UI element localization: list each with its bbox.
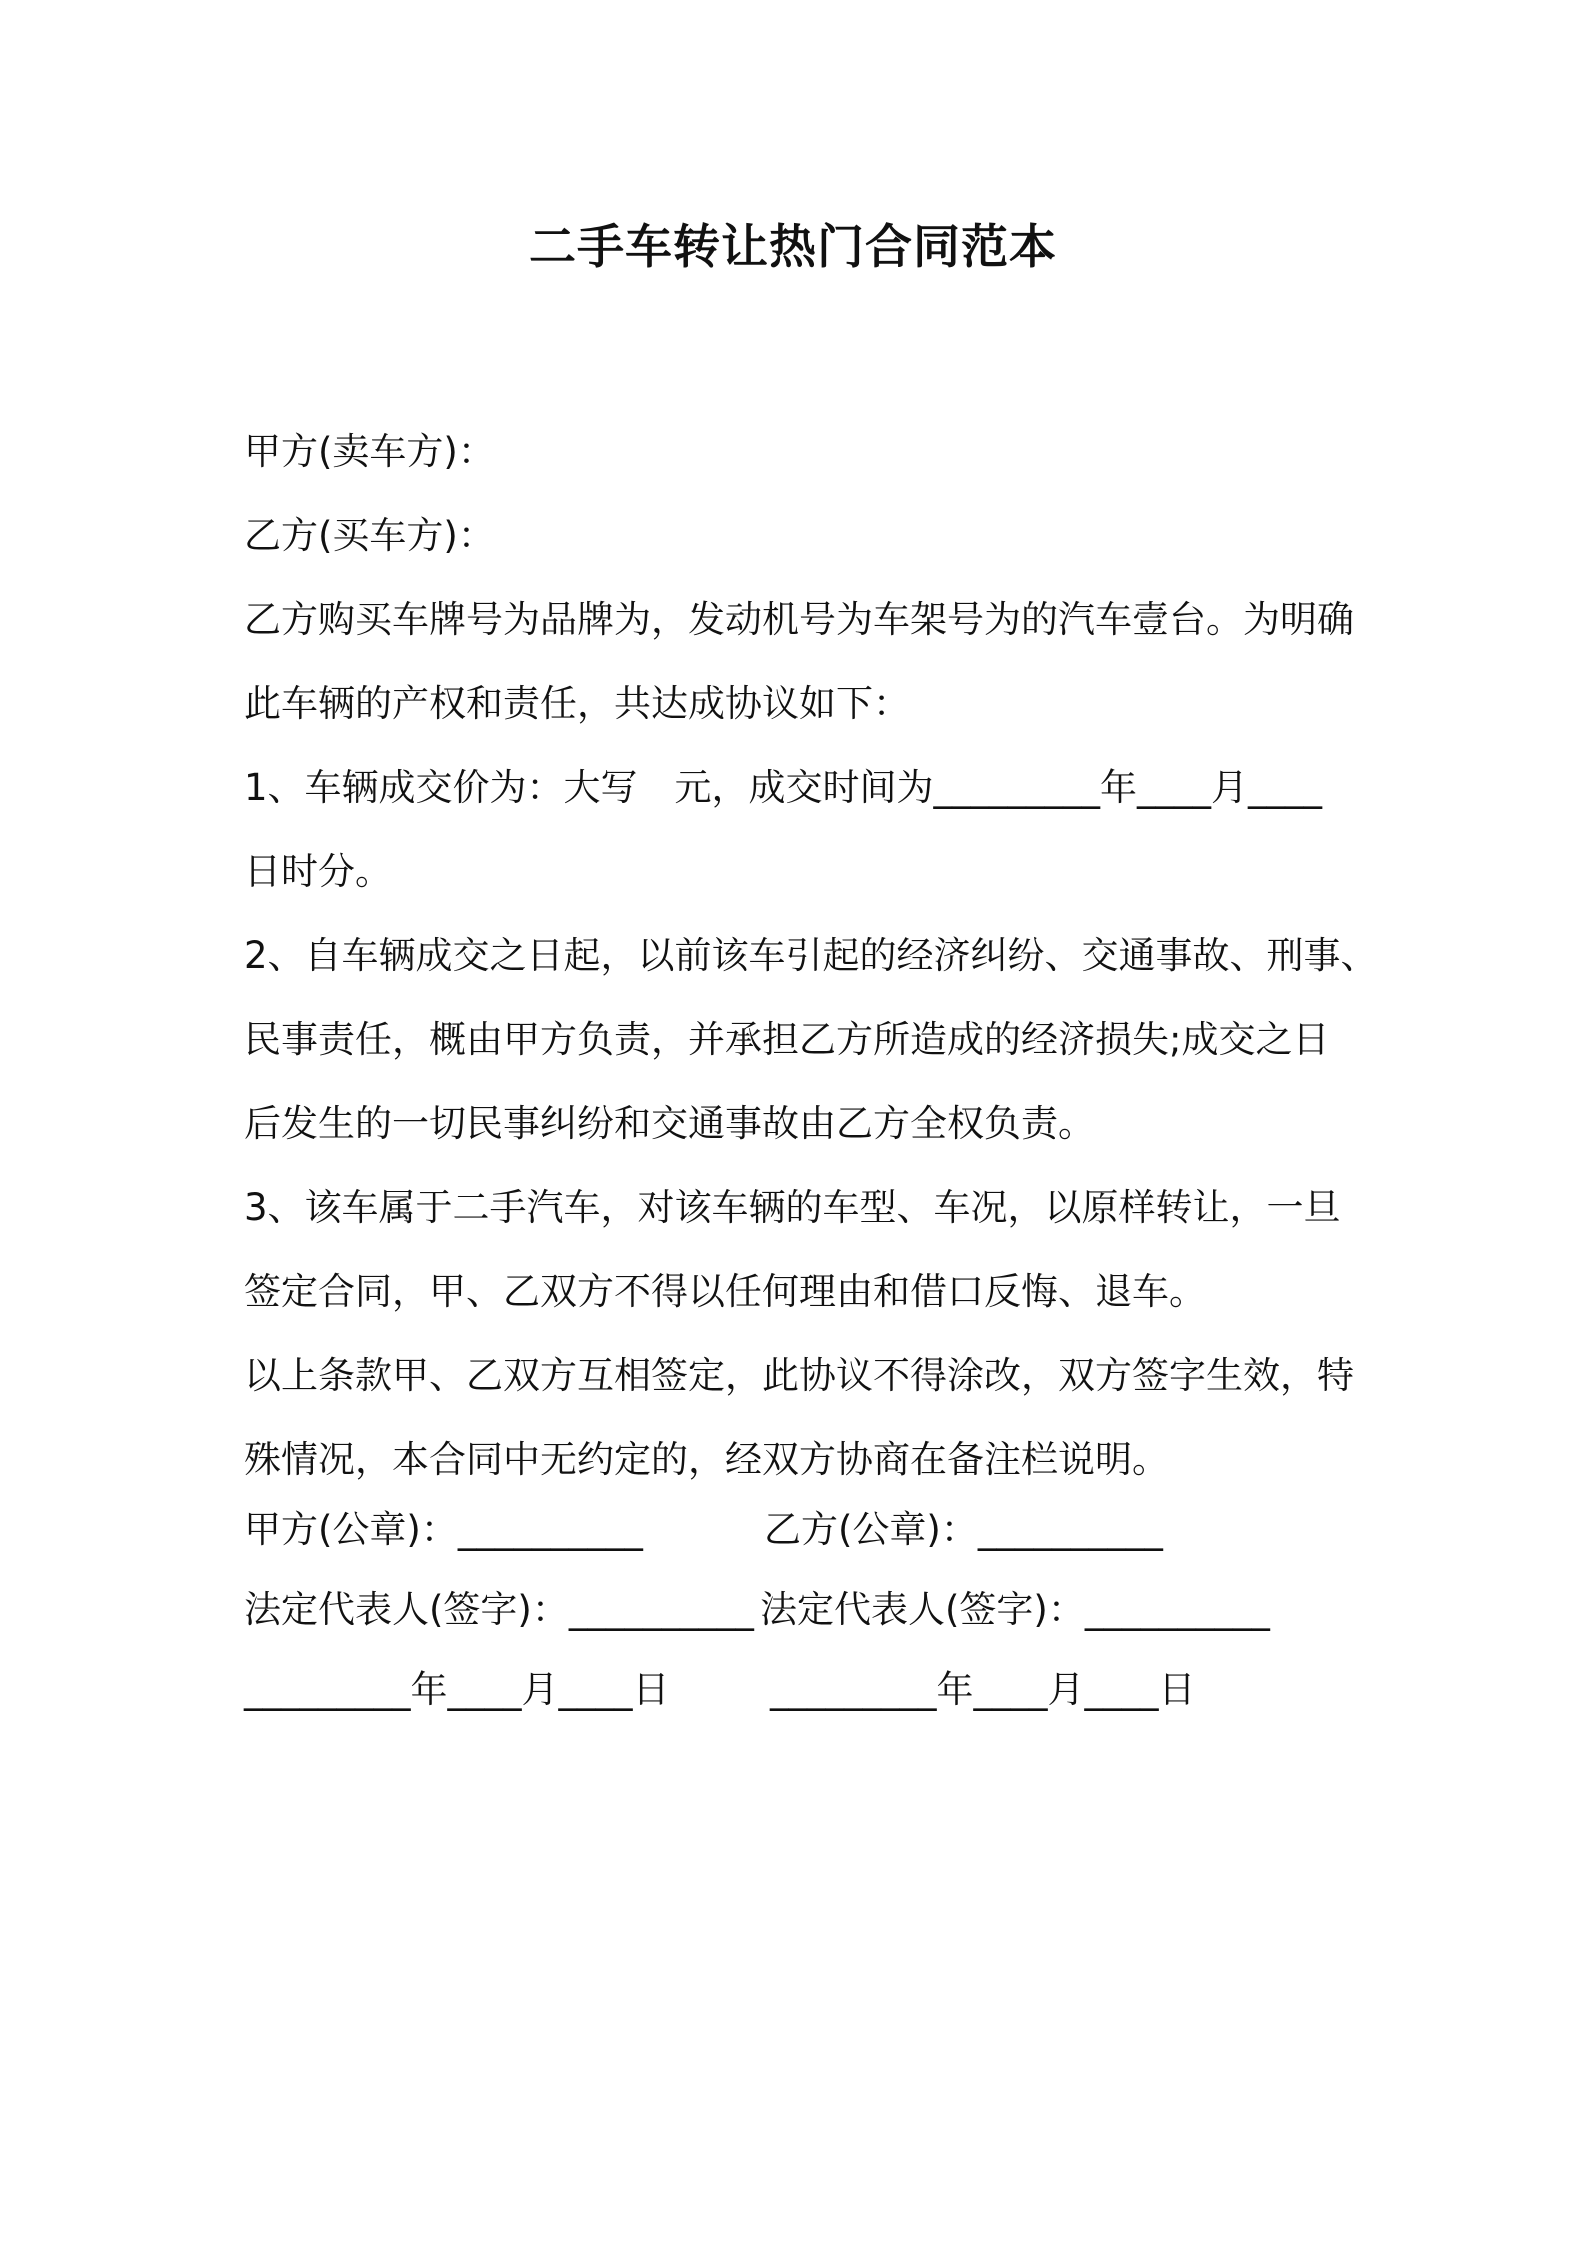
party-a-date: _________年____月____日	[244, 1668, 670, 1711]
clause-3-line-2: 签定合同，甲、乙双方不得以任何理由和借口反悔、退车。	[244, 1270, 1206, 1313]
clause-1-line-2: 日时分。	[244, 850, 392, 893]
party-a-representative: 法定代表人(签字)：__________	[244, 1588, 754, 1631]
party-b-seal: 乙方(公章)：__________	[764, 1508, 1163, 1551]
closing-line-2: 殊情况，本合同中无约定的，经双方协商在备注栏说明。	[244, 1438, 1169, 1481]
clause-2-line-2: 民事责任，概由甲方负责，并承担乙方所造成的经济损失;成交之日	[244, 1018, 1330, 1061]
signature-block	[244, 1490, 1356, 1730]
representative-row	[244, 1570, 1356, 1650]
party-b-representative: 法定代表人(签字)：__________	[760, 1588, 1270, 1631]
closing-line-1: 以上条款甲、乙双方互相签定，此协议不得涂改，双方签字生效，特	[244, 1354, 1354, 1397]
clause-2-line-3: 后发生的一切民事纠纷和交通事故由乙方全权负责。	[244, 1102, 1095, 1145]
page-title: 二手车转让热门合同范本	[529, 220, 1057, 275]
party-a-seal: 甲方(公章)：__________	[244, 1508, 643, 1551]
clause-2-line-1: 2、自车辆成交之日起，以前该车引起的经济纠纷、交通事故、刑事、	[244, 934, 1378, 977]
clause-1-line-1: 1、车辆成交价为：大写 元，成交时间为_________年____月____	[244, 766, 1323, 809]
party-b-line: 乙方(买车方)：	[244, 514, 495, 557]
clause-3-line-1: 3、该车属于二手汽车，对该车辆的车型、车况，以原样转让，一旦	[244, 1186, 1341, 1229]
seal-row	[244, 1490, 1356, 1570]
party-b-date: _________年____月____日	[770, 1668, 1196, 1711]
date-row	[244, 1650, 1356, 1730]
intro-line-2: 此车辆的产权和责任，共达成协议如下：	[244, 682, 910, 725]
party-a-line: 甲方(卖车方)：	[244, 430, 495, 473]
contract-body	[244, 410, 1378, 1502]
intro-line-1: 乙方购买车牌号为品牌为，发动机号为车架号为的汽车壹台。为明确	[244, 598, 1354, 641]
